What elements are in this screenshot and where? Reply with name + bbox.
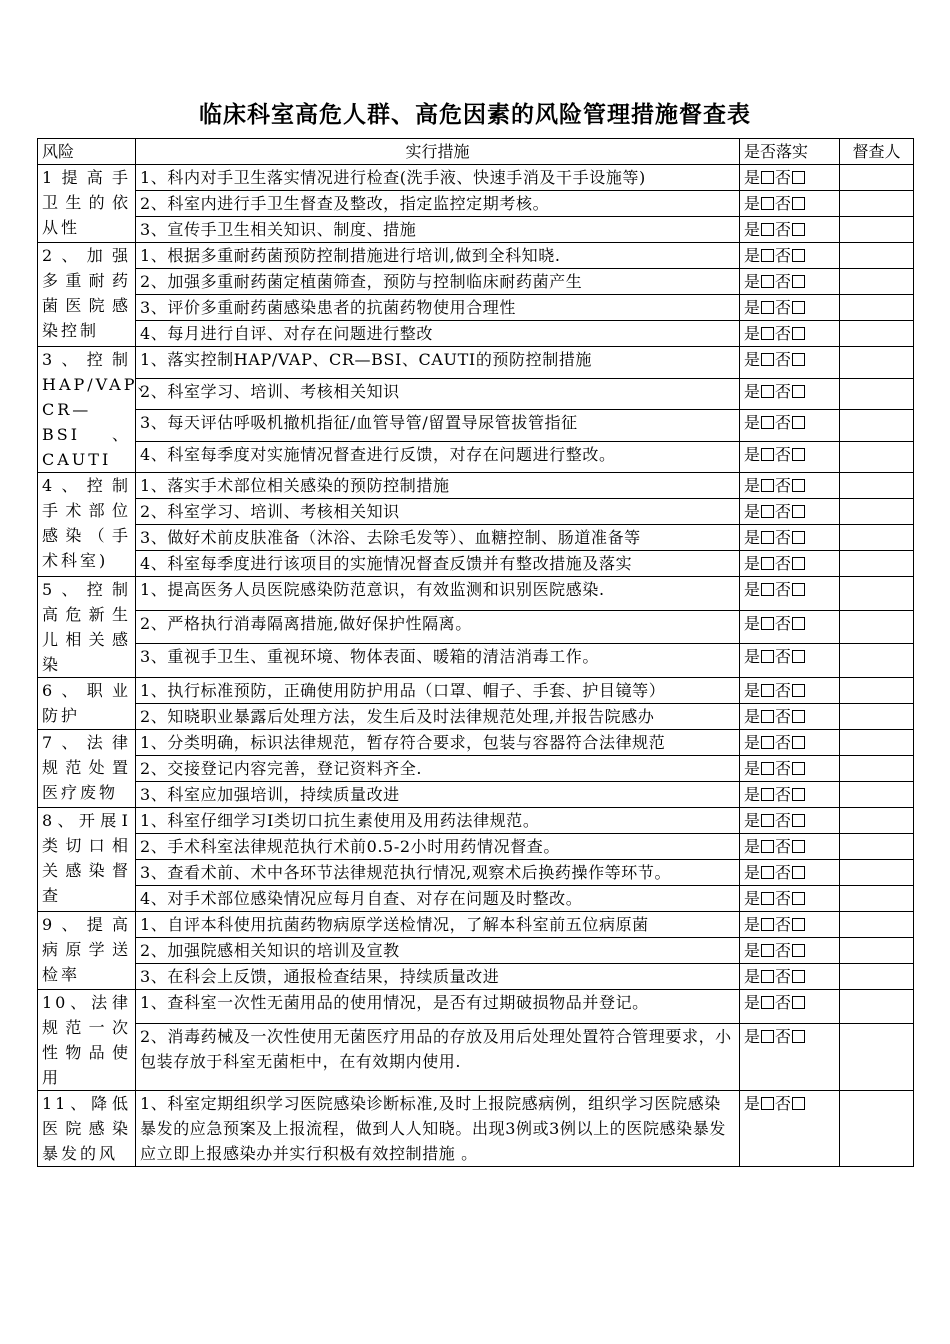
yes-label: 是 xyxy=(744,759,761,778)
done-cell xyxy=(740,269,840,295)
no-checkbox[interactable] xyxy=(792,736,805,749)
no-label: 否 xyxy=(775,413,792,432)
done-cell xyxy=(740,912,840,938)
risk-cell: 4、控制手术部位感染（手术科室) xyxy=(38,473,136,577)
done-cell xyxy=(740,964,840,990)
yes-label: 是 xyxy=(744,444,761,464)
yes-checkbox[interactable] xyxy=(761,762,774,775)
table-row xyxy=(38,551,914,577)
no-label: 否 xyxy=(775,350,792,369)
inspector-cell[interactable] xyxy=(840,782,914,808)
measure-cell: 3、每天评估呼吸机撤机指征/血管导管/留置导尿管拔管指征 xyxy=(136,410,740,442)
yes-label: 是 xyxy=(744,613,761,633)
done-cell xyxy=(740,782,840,808)
no-checkbox[interactable] xyxy=(792,840,805,853)
table-row xyxy=(38,644,914,678)
no-label: 否 xyxy=(775,220,792,239)
inspector-cell[interactable] xyxy=(840,378,914,410)
yes-label: 是 xyxy=(744,298,761,317)
done-cell xyxy=(740,473,840,499)
no-checkbox[interactable] xyxy=(792,197,805,210)
no-label: 否 xyxy=(775,613,792,633)
yes-checkbox[interactable] xyxy=(761,479,774,492)
table-row xyxy=(38,912,914,938)
no-checkbox[interactable] xyxy=(792,788,805,801)
inspector-cell[interactable] xyxy=(840,295,914,321)
no-label: 否 xyxy=(775,915,792,934)
inspector-cell[interactable] xyxy=(840,321,914,347)
yes-checkbox[interactable] xyxy=(761,1030,774,1043)
risk-cell: 9、提高病原学送检率 xyxy=(38,912,136,990)
yes-label: 是 xyxy=(744,528,761,547)
inspector-cell[interactable] xyxy=(840,191,914,217)
table-row xyxy=(38,499,914,525)
table-row xyxy=(38,610,914,644)
table-row xyxy=(38,730,914,756)
table-row xyxy=(38,577,914,611)
no-label: 否 xyxy=(775,681,792,700)
risk-cell: 2、加强多重耐药菌医院感染控制 xyxy=(38,243,136,347)
no-checkbox[interactable] xyxy=(792,650,805,663)
measure-cell: 1、查科室一次性无菌用品的使用情况，是否有过期破损物品并登记。 xyxy=(136,990,740,1024)
yes-label: 是 xyxy=(744,580,761,599)
yes-checkbox[interactable] xyxy=(761,275,774,288)
inspector-cell[interactable] xyxy=(840,610,914,644)
inspector-cell[interactable] xyxy=(840,441,914,473)
yes-label: 是 xyxy=(744,941,761,960)
table-row xyxy=(38,1024,914,1091)
measure-cell: 3、科室应加强培训，持续质量改进 xyxy=(136,782,740,808)
no-checkbox[interactable] xyxy=(792,996,805,1009)
yes-checkbox[interactable] xyxy=(761,249,774,262)
measure-cell: 2、交接登记内容完善，登记资料齐全. xyxy=(136,756,740,782)
no-checkbox[interactable] xyxy=(792,814,805,827)
done-cell xyxy=(740,990,840,1024)
no-label: 否 xyxy=(775,194,792,213)
done-cell xyxy=(740,441,840,473)
yes-label: 是 xyxy=(744,733,761,752)
measure-cell: 1、落实手术部位相关感染的预防控制措施 xyxy=(136,473,740,499)
table-row xyxy=(38,269,914,295)
header-inspector: 督查人 xyxy=(840,139,914,165)
page-title: 临床科室高危人群、高危因素的风险管理措施督查表 xyxy=(199,101,751,128)
table-row xyxy=(38,964,914,990)
yes-checkbox[interactable] xyxy=(761,448,774,461)
yes-checkbox[interactable] xyxy=(761,650,774,663)
no-label: 否 xyxy=(775,580,792,599)
done-cell xyxy=(740,1024,840,1091)
yes-checkbox[interactable] xyxy=(761,557,774,570)
yes-label: 是 xyxy=(744,707,761,726)
inspector-cell[interactable] xyxy=(840,347,914,379)
yes-checkbox[interactable] xyxy=(761,788,774,801)
yes-checkbox[interactable] xyxy=(761,996,774,1009)
no-checkbox[interactable] xyxy=(792,223,805,236)
inspector-cell[interactable] xyxy=(840,499,914,525)
yes-label: 是 xyxy=(744,647,761,667)
no-label: 否 xyxy=(775,863,792,882)
yes-checkbox[interactable] xyxy=(761,918,774,931)
inspector-cell[interactable] xyxy=(840,964,914,990)
done-cell xyxy=(740,321,840,347)
measure-cell: 2、科室学习、培训、考核相关知识 xyxy=(136,378,740,410)
inspector-cell[interactable] xyxy=(840,912,914,938)
yes-label: 是 xyxy=(744,502,761,521)
measure-cell: 4、每月进行自评、对存在问题进行整改 xyxy=(136,321,740,347)
done-cell xyxy=(740,551,840,577)
header-done: 是否落实 xyxy=(740,139,840,165)
no-label: 否 xyxy=(775,324,792,343)
table-row xyxy=(38,834,914,860)
inspector-cell[interactable] xyxy=(840,525,914,551)
no-checkbox[interactable] xyxy=(792,171,805,184)
measure-cell: 2、知晓职业暴露后处理方法，发生后及时法律规范处理,并报告院感办 xyxy=(136,704,740,730)
table-row xyxy=(38,473,914,499)
measure-cell: 1、执行标准预防，正确使用防护用品（口罩、帽子、手套、护目镜等） xyxy=(136,678,740,704)
measure-cell: 1、自评本科使用抗菌药物病原学送检情况，了解本科室前五位病原菌 xyxy=(136,912,740,938)
yes-checkbox[interactable] xyxy=(761,892,774,905)
no-label: 否 xyxy=(775,889,792,908)
yes-checkbox[interactable] xyxy=(761,944,774,957)
done-cell xyxy=(740,610,840,644)
inspector-cell[interactable] xyxy=(840,990,914,1024)
done-cell xyxy=(740,499,840,525)
table-row xyxy=(38,321,914,347)
inspector-cell[interactable] xyxy=(840,577,914,611)
no-checkbox[interactable] xyxy=(792,970,805,983)
no-label: 否 xyxy=(775,785,792,804)
inspector-cell[interactable] xyxy=(840,243,914,269)
done-cell xyxy=(740,834,840,860)
done-cell xyxy=(740,644,840,678)
yes-label: 是 xyxy=(744,350,761,369)
done-cell xyxy=(740,347,840,379)
risk-cell: 5、控制高危新生儿相关感染 xyxy=(38,577,136,678)
measure-cell: 3、做好术前皮肤准备（沐浴、去除毛发等）、血糖控制、肠道准备等 xyxy=(136,525,740,551)
no-checkbox[interactable] xyxy=(792,301,805,314)
yes-label: 是 xyxy=(744,554,761,573)
risk-cell: 11、降低医院感染暴发的风 xyxy=(38,1091,136,1167)
yes-checkbox[interactable] xyxy=(761,171,774,184)
measure-cell: 4、对手术部位感染情况应每月自查、对存在问题及时整改。 xyxy=(136,886,740,912)
risk-cell: 6、职业防护 xyxy=(38,678,136,730)
yes-label: 是 xyxy=(744,1027,761,1047)
done-cell xyxy=(740,678,840,704)
table-row xyxy=(38,782,914,808)
inspector-cell[interactable] xyxy=(840,834,914,860)
yes-label: 是 xyxy=(744,194,761,213)
yes-checkbox[interactable] xyxy=(761,1097,774,1110)
no-checkbox[interactable] xyxy=(792,275,805,288)
inspector-cell[interactable] xyxy=(840,473,914,499)
table-row xyxy=(38,191,914,217)
no-checkbox[interactable] xyxy=(792,249,805,262)
table-row xyxy=(38,378,914,410)
done-cell xyxy=(740,217,840,243)
yes-checkbox[interactable] xyxy=(761,531,774,544)
risk-cell: 10、法律规范一次性物品使用 xyxy=(38,990,136,1091)
measure-cell: 2、加强院感相关知识的培训及宣教 xyxy=(136,938,740,964)
inspector-cell[interactable] xyxy=(840,860,914,886)
table-row xyxy=(38,165,914,191)
yes-checkbox[interactable] xyxy=(761,301,774,314)
no-label: 否 xyxy=(775,967,792,986)
table-row xyxy=(38,938,914,964)
yes-checkbox[interactable] xyxy=(761,866,774,879)
header-risk: 风险 xyxy=(38,139,136,165)
no-label: 否 xyxy=(775,1094,792,1113)
measure-cell: 1、科室定期组织学习医院感染诊断标准,及时上报院感病例，组织学习医院感染暴发的应急预案及上报流程，做到人人知晓。出现3例或3例以上的医院感染暴发应立即上报感染办并实行积极有效控制措施 。 xyxy=(136,1091,740,1167)
yes-label: 是 xyxy=(744,1094,761,1113)
yes-label: 是 xyxy=(744,324,761,343)
no-label: 否 xyxy=(775,707,792,726)
done-cell xyxy=(740,808,840,834)
no-label: 否 xyxy=(775,554,792,573)
yes-label: 是 xyxy=(744,811,761,830)
measure-cell: 1、分类明确，标识法律规范，暂存符合要求，包装与容器符合法律规范 xyxy=(136,730,740,756)
inspector-cell[interactable] xyxy=(840,704,914,730)
inspector-cell[interactable] xyxy=(840,269,914,295)
no-checkbox[interactable] xyxy=(792,617,805,630)
no-checkbox[interactable] xyxy=(792,505,805,518)
table-row xyxy=(38,347,914,379)
table-row xyxy=(38,704,914,730)
yes-checkbox[interactable] xyxy=(761,223,774,236)
inspector-cell[interactable] xyxy=(840,1091,914,1167)
measure-cell: 3、查看术前、术中各环节法律规范执行情况,观察术后换药操作等环节。 xyxy=(136,860,740,886)
done-cell xyxy=(740,886,840,912)
no-checkbox[interactable] xyxy=(792,448,805,461)
yes-checkbox[interactable] xyxy=(761,385,774,398)
no-checkbox[interactable] xyxy=(792,479,805,492)
done-cell xyxy=(740,938,840,964)
no-label: 否 xyxy=(775,246,792,265)
inspector-cell[interactable] xyxy=(840,217,914,243)
yes-label: 是 xyxy=(744,967,761,986)
yes-label: 是 xyxy=(744,413,761,432)
done-cell xyxy=(740,165,840,191)
inspector-cell[interactable] xyxy=(840,808,914,834)
no-label: 否 xyxy=(775,502,792,521)
inspector-cell[interactable] xyxy=(840,410,914,442)
measure-cell: 3、重视手卫生、重视环境、物体表面、暖箱的清洁消毒工作。 xyxy=(136,644,740,678)
risk-cell: 3、控制HAP/VAP、CR—BSI、CAUTI xyxy=(38,347,136,473)
yes-checkbox[interactable] xyxy=(761,327,774,340)
yes-checkbox[interactable] xyxy=(761,197,774,210)
measure-cell: 1、落实控制HAP/VAP、CR—BSI、CAUTI的预防控制措施 xyxy=(136,347,740,379)
table-row xyxy=(38,217,914,243)
measure-cell: 3、评价多重耐药菌感染患者的抗菌药物使用合理性 xyxy=(136,295,740,321)
measure-cell: 3、在科会上反馈，通报检查结果，持续质量改进 xyxy=(136,964,740,990)
inspector-cell[interactable] xyxy=(840,938,914,964)
done-cell xyxy=(740,756,840,782)
no-checkbox[interactable] xyxy=(792,353,805,366)
risk-cell: 1提高手卫生的依从性 xyxy=(38,165,136,243)
measure-cell: 3、宣传手卫生相关知识、制度、措施 xyxy=(136,217,740,243)
no-checkbox[interactable] xyxy=(792,531,805,544)
done-cell xyxy=(740,525,840,551)
yes-label: 是 xyxy=(744,889,761,908)
inspection-table xyxy=(37,138,914,1167)
table-row xyxy=(38,678,914,704)
done-cell xyxy=(740,191,840,217)
no-checkbox[interactable] xyxy=(792,918,805,931)
no-label: 否 xyxy=(775,476,792,495)
yes-label: 是 xyxy=(744,168,761,187)
no-label: 否 xyxy=(775,298,792,317)
table-row xyxy=(38,1091,914,1167)
yes-label: 是 xyxy=(744,476,761,495)
done-cell xyxy=(740,295,840,321)
no-checkbox[interactable] xyxy=(792,557,805,570)
no-checkbox[interactable] xyxy=(792,892,805,905)
yes-label: 是 xyxy=(744,915,761,934)
yes-label: 是 xyxy=(744,863,761,882)
inspector-cell[interactable] xyxy=(840,678,914,704)
no-checkbox[interactable] xyxy=(792,866,805,879)
inspector-cell[interactable] xyxy=(840,756,914,782)
no-checkbox[interactable] xyxy=(792,1097,805,1110)
no-label: 否 xyxy=(775,647,792,667)
no-checkbox[interactable] xyxy=(792,327,805,340)
no-label: 否 xyxy=(775,733,792,752)
yes-label: 是 xyxy=(744,785,761,804)
risk-cell: 7、法律规范处置医疗废物 xyxy=(38,730,136,808)
done-cell xyxy=(740,577,840,611)
yes-label: 是 xyxy=(744,246,761,265)
inspector-cell[interactable] xyxy=(840,551,914,577)
table-row xyxy=(38,525,914,551)
measure-cell: 2、科室学习、培训、考核相关知识 xyxy=(136,499,740,525)
no-label: 否 xyxy=(775,811,792,830)
yes-checkbox[interactable] xyxy=(761,736,774,749)
header-row xyxy=(38,139,914,165)
yes-checkbox[interactable] xyxy=(761,840,774,853)
table-row xyxy=(38,756,914,782)
table-row xyxy=(38,295,914,321)
yes-checkbox[interactable] xyxy=(761,617,774,630)
no-checkbox[interactable] xyxy=(792,583,805,596)
inspector-cell[interactable] xyxy=(840,1024,914,1091)
no-label: 否 xyxy=(775,837,792,856)
header-measures: 实行措施 xyxy=(136,139,740,165)
no-checkbox[interactable] xyxy=(792,684,805,697)
table-row xyxy=(38,808,914,834)
yes-label: 是 xyxy=(744,837,761,856)
yes-checkbox[interactable] xyxy=(761,416,774,429)
measure-cell: 4、科室每季度进行该项目的实施情况督查反馈并有整改措施及落实 xyxy=(136,551,740,577)
no-checkbox[interactable] xyxy=(792,385,805,398)
measure-cell: 4、科室每季度对实施情况督查进行反馈，对存在问题进行整改。 xyxy=(136,441,740,473)
yes-checkbox[interactable] xyxy=(761,710,774,723)
measure-cell: 1、科内对手卫生落实情况进行检查(洗手液、快速手消及干手设施等) xyxy=(136,165,740,191)
no-label: 否 xyxy=(775,444,792,464)
done-cell xyxy=(740,243,840,269)
yes-label: 是 xyxy=(744,220,761,239)
measure-cell: 1、科室仔细学习Ⅰ类切口抗生素使用及用药法律规范。 xyxy=(136,808,740,834)
table-row xyxy=(38,410,914,442)
done-cell xyxy=(740,730,840,756)
no-label: 否 xyxy=(775,941,792,960)
done-cell xyxy=(740,704,840,730)
done-cell xyxy=(740,860,840,886)
measure-cell: 2、科室内进行手卫生督查及整改，指定监控定期考核。 xyxy=(136,191,740,217)
yes-checkbox[interactable] xyxy=(761,814,774,827)
no-label: 否 xyxy=(775,168,792,187)
inspector-cell[interactable] xyxy=(840,644,914,678)
measure-cell: 2、加强多重耐药菌定植菌筛查，预防与控制临床耐药菌产生 xyxy=(136,269,740,295)
table-row xyxy=(38,441,914,473)
done-cell xyxy=(740,378,840,410)
no-label: 否 xyxy=(775,272,792,291)
table-row xyxy=(38,860,914,886)
yes-checkbox[interactable] xyxy=(761,970,774,983)
inspector-cell[interactable] xyxy=(840,886,914,912)
yes-checkbox[interactable] xyxy=(761,583,774,596)
table-row xyxy=(38,243,914,269)
table-row xyxy=(38,886,914,912)
measure-cell: 2、严格执行消毒隔离措施,做好保护性隔离。 xyxy=(136,610,740,644)
yes-label: 是 xyxy=(744,272,761,291)
no-checkbox[interactable] xyxy=(792,1030,805,1043)
done-cell xyxy=(740,410,840,442)
yes-label: 是 xyxy=(744,993,761,1012)
measure-cell: 1、根据多重耐药菌预防控制措施进行培训,做到全科知晓. xyxy=(136,243,740,269)
yes-checkbox[interactable] xyxy=(761,684,774,697)
inspector-cell[interactable] xyxy=(840,730,914,756)
yes-checkbox[interactable] xyxy=(761,353,774,366)
no-label: 否 xyxy=(775,381,792,401)
measure-cell: 1、提高医务人员医院感染防范意识，有效监测和识别医院感染. xyxy=(136,577,740,611)
no-label: 否 xyxy=(775,528,792,547)
yes-label: 是 xyxy=(744,381,761,401)
yes-checkbox[interactable] xyxy=(761,505,774,518)
table-row xyxy=(38,990,914,1024)
risk-cell: 8、开展Ⅰ类切口相关感染督查 xyxy=(38,808,136,912)
no-checkbox[interactable] xyxy=(792,944,805,957)
no-label: 否 xyxy=(775,759,792,778)
no-label: 否 xyxy=(775,1027,792,1047)
measure-cell: 2、消毒药械及一次性使用无菌医疗用品的存放及用后处理处置符合管理要求，小包装存放于科室无菌柜中，在有效期内使用. xyxy=(136,1024,740,1091)
no-checkbox[interactable] xyxy=(792,416,805,429)
measure-cell: 2、手术科室法律规范执行术前0.5-2小时用药情况督查。 xyxy=(136,834,740,860)
no-checkbox[interactable] xyxy=(792,762,805,775)
inspector-cell[interactable] xyxy=(840,165,914,191)
done-cell xyxy=(740,1091,840,1167)
no-checkbox[interactable] xyxy=(792,710,805,723)
yes-label: 是 xyxy=(744,681,761,700)
no-label: 否 xyxy=(775,993,792,1012)
